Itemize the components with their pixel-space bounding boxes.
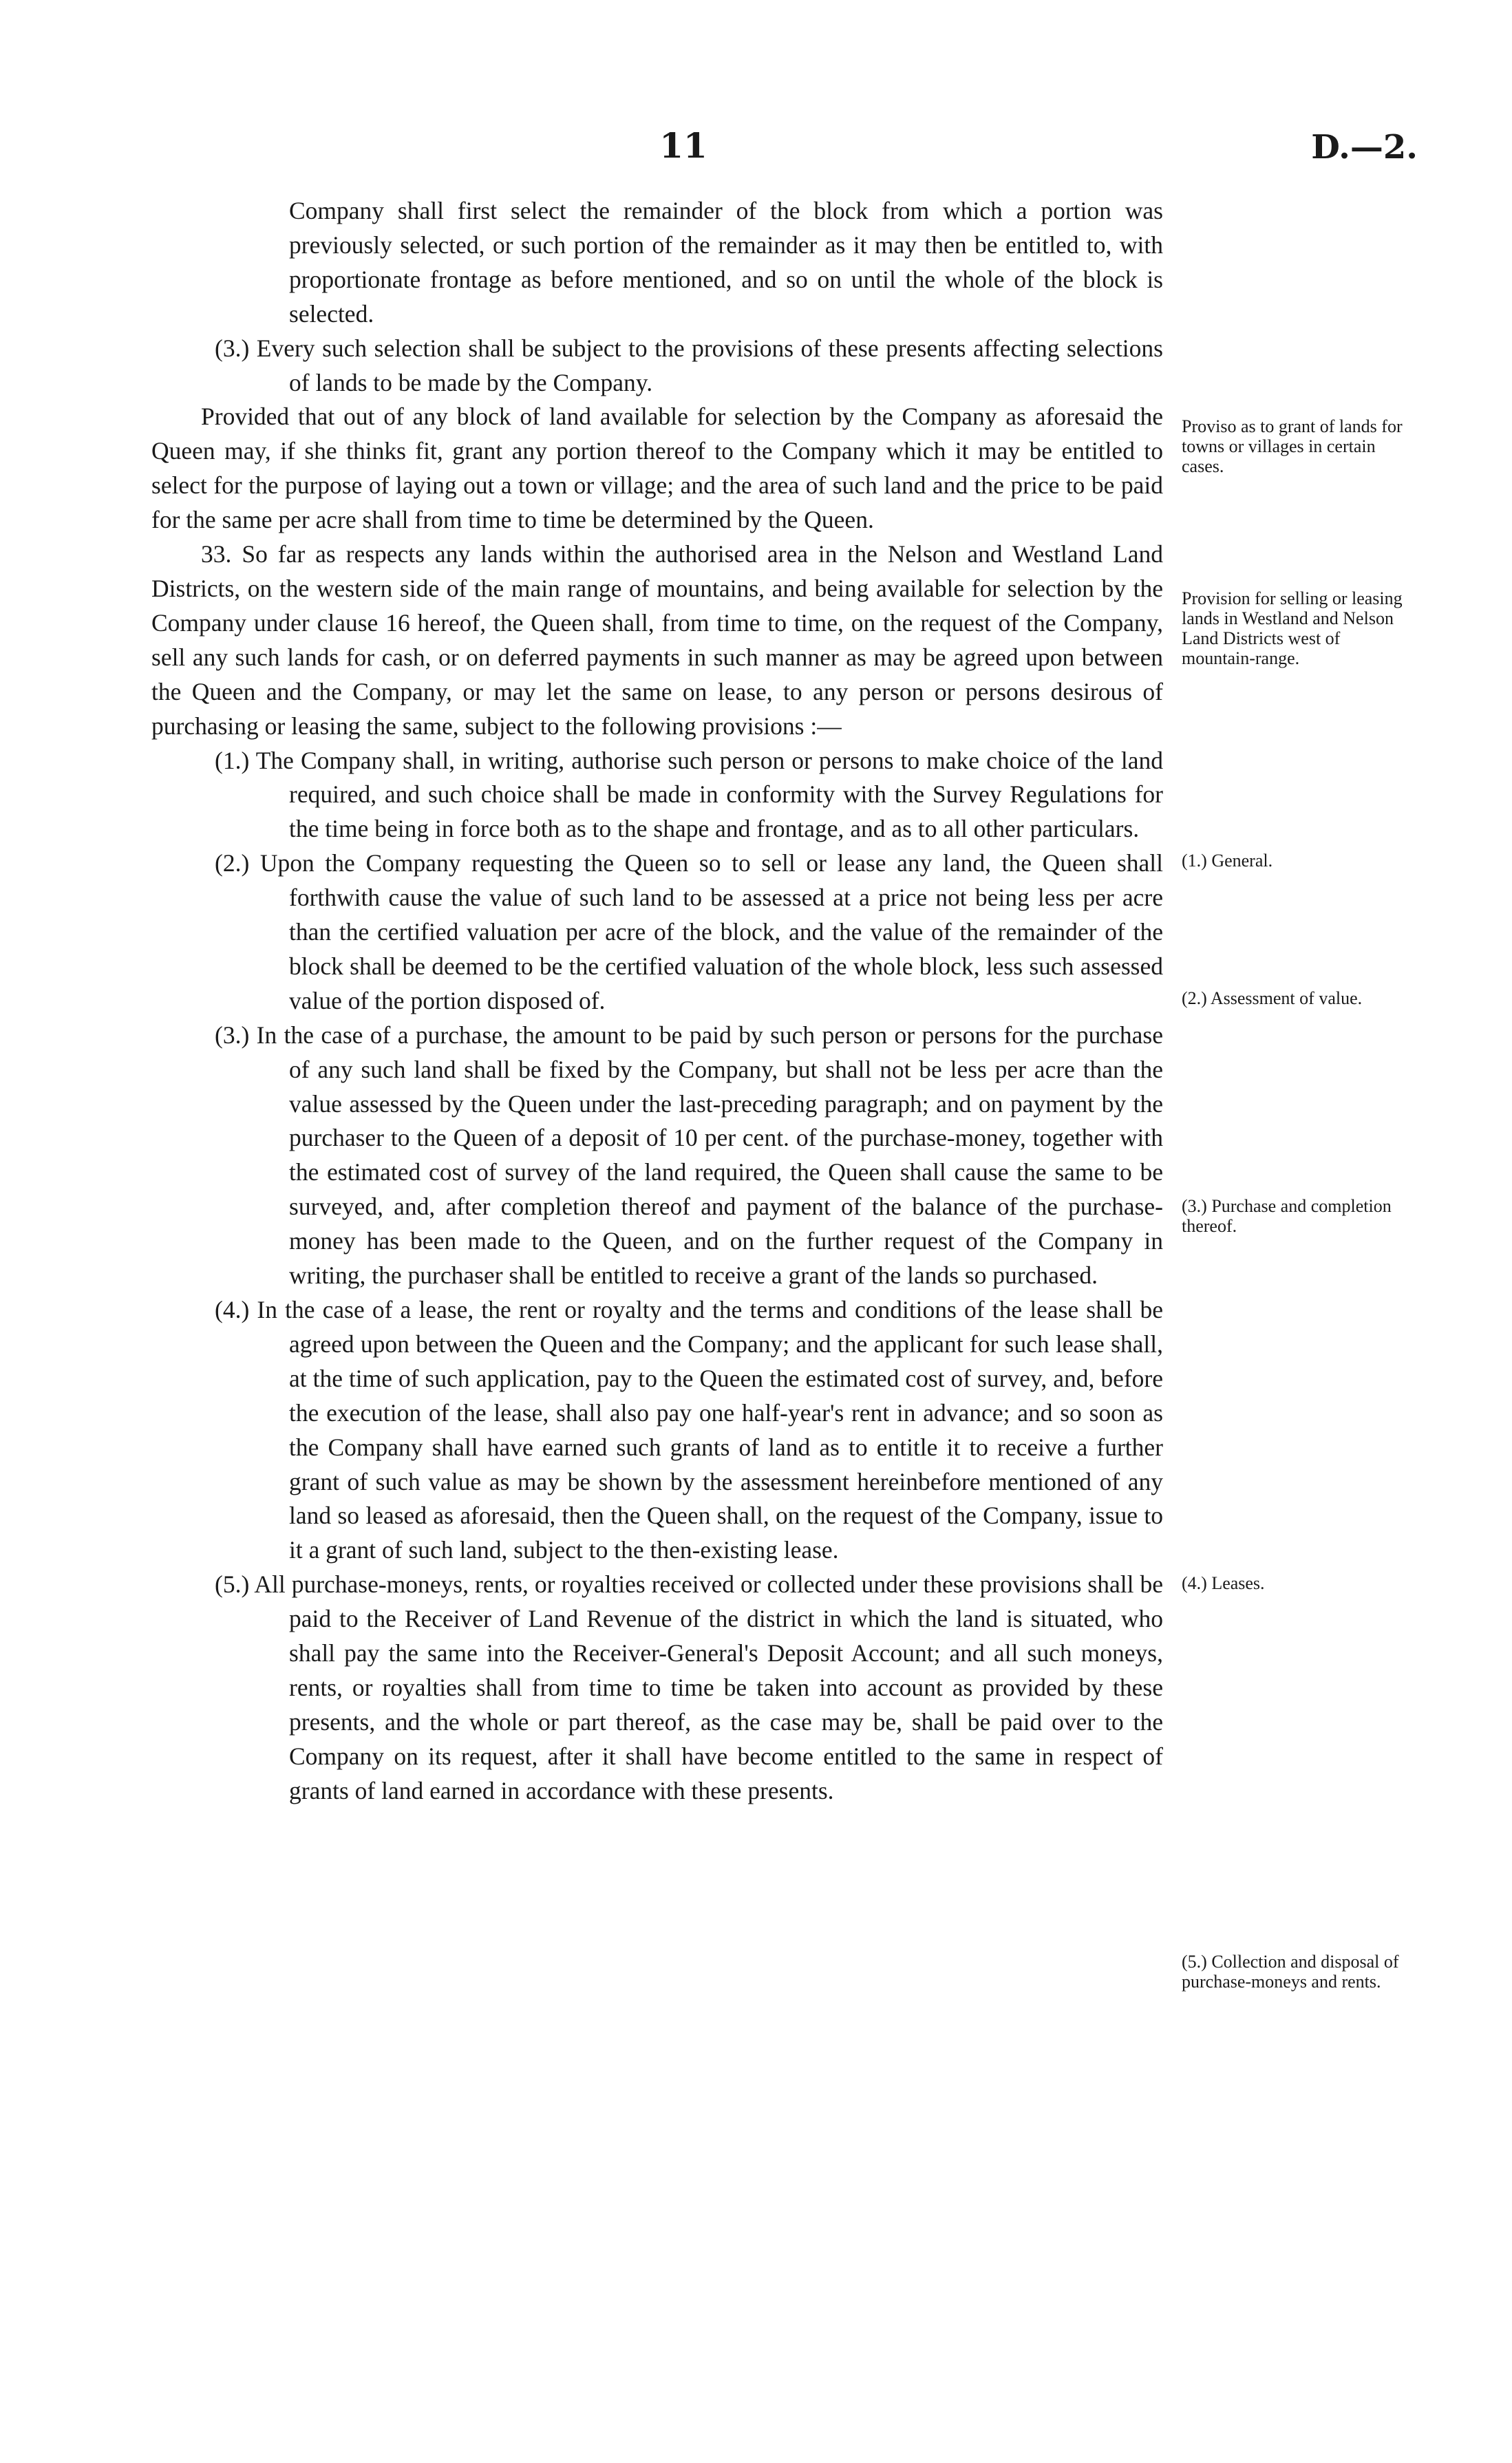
margin-note-provision-selling: Provision for selling or leasing lands in Westland and Nelson Land Districts west of mountain-range. <box>1182 588 1403 668</box>
document-reference: D.—2. <box>1311 128 1418 167</box>
margin-note-general: (1.) General. <box>1182 851 1273 871</box>
margin-note-proviso: Proviso as to grant of lands for towns or villages in certain cases. <box>1182 416 1403 476</box>
subclause-2-assessment: (2.) Upon the Company requesting the Queen so to sell or lease any land, the Queen shall forthwith cause the value of such land to be assessed at a price not being less per acre than the certified valuation per acre of the block, and the value of the remainder of the block shall be deemed to be the certified valuation of the whole block, less such assessed value of the portion disposed of. <box>215 849 1163 1014</box>
page-number: 11 <box>659 125 707 166</box>
subclause-1-general: (1.) The Company shall, in writing, authorise such person or persons to make choice of the land required, and such choice shall be made in conformity with the Survey Regulations for the time being in force both as to the shape and frontage, and as to all other particulars. <box>215 746 1163 843</box>
body-text <box>151 194 1163 1809</box>
margin-note-collection: (5.) Collection and disposal of purchase-moneys and rents. <box>1182 1952 1399 1992</box>
clause-33: 33. So far as respects any lands within the authorised area in the Nelson and Westland Land Districts, on the western side of the main range of mountains, and being available for selection by the Company under clause 16 hereof, the Queen shall, from time to time, on the request of the Company, sell any such lands for cash, or on deferred payments in such manner as may be agreed upon between the Queen and the Company, or may let the same on lease, to any person or persons desirous of purchasing or leasing the same, subject to the following provisions :— <box>151 540 1163 740</box>
margin-note-leases: (4.) Leases. <box>1182 1573 1265 1593</box>
subclause-3-purchase: (3.) In the case of a purchase, the amount to be paid by such person or persons for the purchase of any such land shall be fixed by the Company, but shall not be less per acre than the value assessed by the Queen under the last-preceding paragraph; and on payment by the purchaser to the Queen of a deposit of 10 per cent. of the purchase-money, together with the estimated cost of survey of the land required, the Queen shall cause the same to be surveyed, and, after completion thereof and payment of the balance of the purchase-money has been made to the Queen, and on the further request of the Company in writing, the purchaser shall be entitled to receive a grant of the lands so purchased. <box>215 1021 1163 1290</box>
margin-note-purchase: (3.) Purchase and completion thereof. <box>1182 1196 1392 1236</box>
proviso-paragraph: Provided that out of any block of land available for selection by the Company as aforesaid the Queen may, if she thinks fit, grant any portion thereof to the Company which it may be entitled to select for the purpose of laying out a town or village; and the area of such land and the price to be paid for the same per acre shall from time to time be determined by the Queen. <box>151 403 1163 534</box>
subclause-3-selection: (3.) Every such selection shall be subject to the provisions of these presents affecting selections of lands to be made by the Company. <box>215 334 1163 396</box>
margin-note-assessment: (2.) Assessment of value. <box>1182 988 1363 1008</box>
subclause-4-leases: (4.) In the case of a lease, the rent or royalty and the terms and conditions of the lease shall be agreed upon between the Queen and the Company; and the applicant for such lease shall, at the time of such application, pay to the Queen the estimated cost of survey, and, before the execution of the lease, shall also pay one half-year's rent in advance; and so soon as the Company shall have earned such grants of land as to entitle it to receive a further grant of such value as may be shown by the assessment hereinbefore mentioned of any land so leased as aforesaid, then the Queen shall, on the request of the Company, issue to it a grant of such land, subject to the then-existing lease. <box>215 1296 1163 1564</box>
paragraph-continuation: Company shall first select the remainder of the block from which a portion was previously selected, or such portion of the remainder as it may then be entitled to, with proportionate frontage as before mentioned, and so on until the whole of the block is selected. <box>289 197 1163 328</box>
subclause-5-collection: (5.) All purchase-moneys, rents, or royalties received or collected under these provisions shall be paid to the Receiver of Land Revenue of the district in which the land is situated, who shall pay the same into the Receiver-General's Deposit Account; and all such moneys, rents, or royalties shall from time to time be taken into account as provided by these presents, and the whole or part thereof, as the case may be, shall be paid over to the Company on its request, after it shall have become entitled to the same in respect of grants of land earned in accordance with these presents. <box>215 1570 1163 1804</box>
